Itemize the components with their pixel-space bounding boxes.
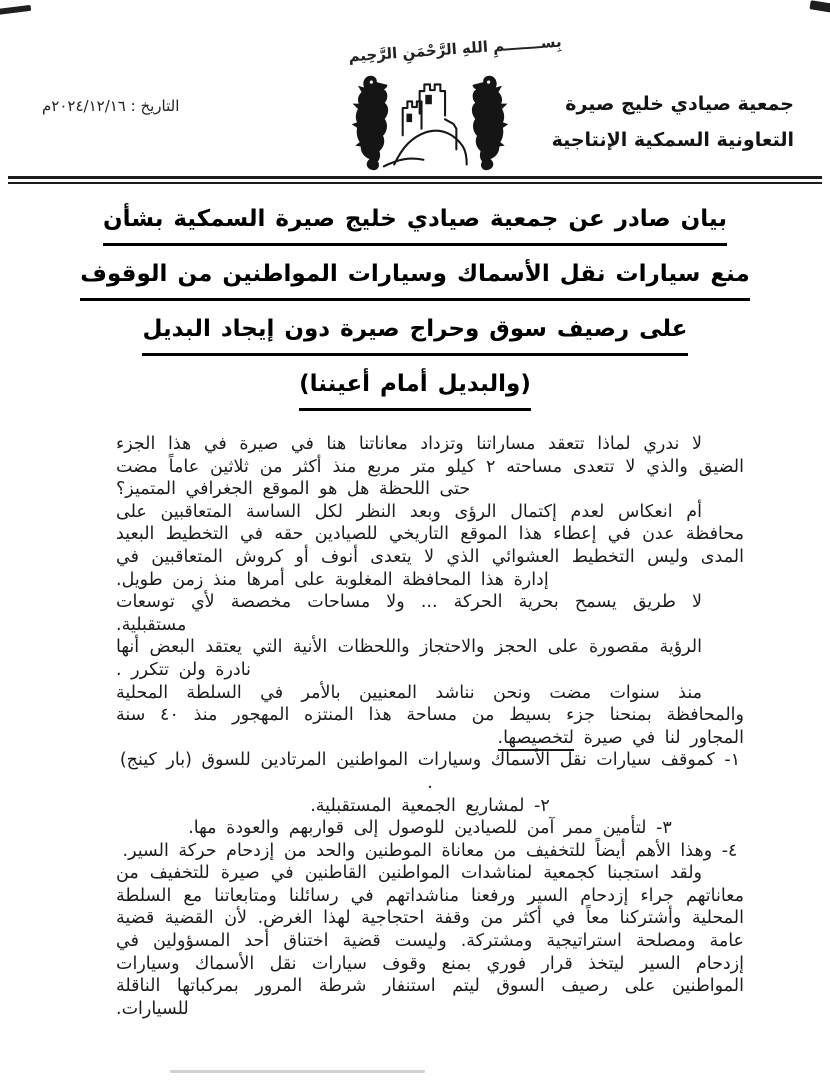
list-item-3: ٣- لتأمين ممر آمن للصيادين للوصول إلى قواربهم والعودة مها. [188, 818, 672, 839]
scan-artifact-top-right [809, 0, 830, 13]
paragraph-6: ولقد استجبنا كجمعية لمناشدات المواطنين القاطنين في صيرة للتخفيف من معاناتهم جراء إزدحام السير ورفعنا مناشداتهم في رسائلنا ومتابعاتنا مع السلطة المحلية وأشتركنا معاً في أكثر من وقفة احتجاجية لهذا الغرض. لأن القضية قضية عامة ومصلحة استراتيجية ومشتركة. وليست قضية اختناق أحد المسؤولين في إزدحام السير ليتخذ قرار فوري بمنع وقوف سيارات نقل الأسماك وسيارات المواطنين على رصيف السوق ليتم استنفار شرطة المرور بمركباتها الناقلة للسيارات. [116, 863, 744, 1019]
org-name-line2: التعاونية السمكية الإنتاجية [551, 129, 794, 151]
castle-icon [384, 84, 467, 166]
statement-title [40, 203, 790, 423]
paragraph-2: أم انعكاس لعدم إكتمال الرؤى وبعد النظر لكل الساسة المتعاقبين على محافظة عدن في إعطاء هذا الموقع التاريخي للصيادين حقه في التخطيط البعيد المدى وليس التخطيط العشوائي الذي لا يتعدى أنوف أو كروش المتعاقبين في إدارة هذا المحافظة المغلوبة على أمرها منذ زمن طويل. [116, 501, 744, 590]
seahorse-icon [472, 76, 508, 170]
scan-artifact-top-left [0, 5, 31, 15]
paragraph-3: لا طريق يسمح بحرية الحركة ... ولا مساحات مخصصة لأي توسعات مستقبلية. [116, 592, 702, 635]
org-name-line1: جمعية صيادي خليج صيرة [565, 93, 794, 115]
paragraph-1: لا ندري لماذا تتعقد مساراتنا وتزداد معاناتنا هنا في صيرة في هذا الجزء الضيق والذي لا تتعدى مساحته ٢ كيلو متر مربع منذ أكثر من ثلاثين عاماً مضت حتى اللحظة هل هو الموقع الجغرافي المتميز؟ [116, 434, 745, 500]
title-line: بيان صادر عن جمعية صيادي خليج صيرة السمكية بشأن [40, 203, 790, 246]
title-line: على رصيف سوق وحراج صيرة دون إيجاد البديل [40, 313, 790, 356]
list-item-1: ١- كموقف سيارات نقل الأسماك وسيارات المواطنين المرتادين للسوق (بار كينج) . [119, 750, 741, 793]
title-line: (والبديل أمام أعيننا) [40, 368, 790, 411]
organization-name [524, 86, 794, 158]
scan-artifact-bottom [170, 1070, 425, 1073]
date-field: التاريخ : ٢٠٢٤/١٢/١٦م [42, 97, 180, 115]
paragraph-5: منذ سنوات مضت ونحن نناشد المعنيين بالأمر في السلطة المحلية والمحافظة بمنحنا جزء بسيط من مساحة هذا المنتزه المهجور منذ ٤٠ سنة المجاور لنا في صيرة لتخصيصها. [116, 682, 744, 750]
bismillah-calligraphy: بِســـــــمِ اللهِ الرَّحْمَنِ الرَّحِيم [347, 32, 563, 66]
underlined-word: لتخصيصها. [498, 728, 575, 751]
list-item-4: ٤- وهذا الأهم أيضاً للتخفيف من معاناة الموطنين والحد من إزدحام حركة السير. [122, 840, 738, 861]
seahorse-icon [352, 76, 388, 170]
title-line: منع سيارات نقل الأسماك وسيارات المواطنين من الوقوف [40, 258, 790, 301]
association-logo [350, 70, 510, 178]
header-divider [8, 176, 822, 184]
statement-body [116, 433, 744, 1020]
list-item-2: ٢- لمشاريع الجمعية المستقبلية. [310, 795, 550, 816]
paragraph-4: الرؤية مقصورة على الحجز والاحتجاز واللحظات الأنية التي يعتقد البعض أنها نادرة ولن تتكرر . [116, 637, 702, 680]
